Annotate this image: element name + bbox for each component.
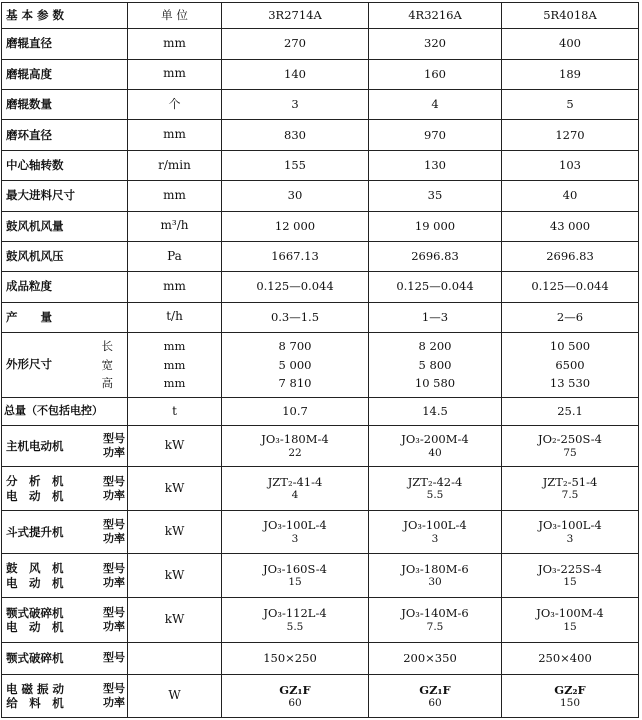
unit-text: mm	[163, 357, 186, 372]
power-text: 3	[566, 532, 574, 545]
unit-cell: t	[128, 397, 222, 425]
value-text: 10 580	[414, 376, 456, 391]
value-cell: 40	[502, 181, 639, 211]
value-text: 7 810	[278, 376, 312, 391]
crusher-row	[2, 642, 639, 674]
motor-label-cell	[2, 426, 128, 467]
model-tag: 型号	[103, 474, 125, 488]
table-row	[2, 181, 639, 211]
param-label: 磨辊数量	[2, 90, 128, 120]
unit-cell: kW	[128, 426, 222, 467]
value-cell	[222, 553, 369, 598]
value-cell	[222, 511, 369, 554]
unit-cell: 个	[128, 90, 222, 120]
value-cell	[502, 553, 639, 598]
table-row	[2, 90, 639, 120]
value-cell: 320	[369, 29, 502, 59]
table-row	[2, 397, 639, 425]
model-text: GZ₁F	[419, 682, 451, 697]
value-cell: 130	[369, 150, 502, 180]
unit-cell: mm	[128, 272, 222, 302]
unit-cell: kW	[128, 598, 222, 643]
dimensions-row	[2, 333, 639, 398]
unit-cell: r/min	[128, 150, 222, 180]
value-text: 10 500	[549, 339, 591, 354]
value-cell: 1—3	[369, 302, 502, 332]
motor-label-cell	[2, 511, 128, 554]
table-row	[2, 29, 639, 59]
value-cell: 43 000	[502, 211, 639, 241]
model-text: JZT₂-51-4	[542, 474, 598, 489]
value-cell: 0.125—0.044	[222, 272, 369, 302]
model-tag: 型号	[103, 606, 125, 620]
unit-cell: m³/h	[128, 211, 222, 241]
table-row	[2, 241, 639, 271]
unit-cell: kW	[128, 553, 222, 598]
value-cell: 400	[502, 29, 639, 59]
unit-text: mm	[163, 339, 186, 354]
value-cell	[502, 426, 639, 467]
dimension-width-label: 宽	[101, 357, 113, 372]
dimension-length-label: 长	[101, 339, 113, 354]
value-cell	[502, 333, 639, 398]
motor-name: 分 析 机	[6, 474, 64, 489]
value-cell	[369, 426, 502, 467]
model-tag: 型号	[103, 518, 125, 532]
motor-row	[2, 511, 639, 554]
value-cell: 155	[222, 150, 369, 180]
motor-row	[2, 598, 639, 643]
unit-cell	[128, 642, 222, 674]
value-cell: 14.5	[369, 397, 502, 425]
value-cell: 270	[222, 29, 369, 59]
dimension-height-label: 高	[101, 376, 113, 391]
model-text: JO₃-100M-4	[536, 606, 604, 621]
motor-label-cell	[2, 553, 128, 598]
unit-cell: mm	[128, 181, 222, 211]
param-label: 中心轴转数	[2, 150, 128, 180]
feeder-label-cell	[2, 675, 128, 718]
value-cell	[369, 511, 502, 554]
power-text: 40	[428, 446, 442, 459]
value-cell	[222, 426, 369, 467]
header-parameter: 基 本 参 数	[2, 3, 128, 29]
value-cell: 12 000	[222, 211, 369, 241]
value-cell: 3	[222, 90, 369, 120]
model-text: JZT₂-42-4	[407, 474, 463, 489]
feeder-name: 给 料 机	[6, 696, 64, 711]
power-text: 15	[288, 576, 302, 589]
specification-table	[1, 2, 639, 718]
value-cell: 2—6	[502, 302, 639, 332]
power-text: 3	[291, 532, 299, 545]
power-tag: 功率	[103, 445, 125, 459]
value-cell	[222, 598, 369, 643]
table-header-row	[2, 3, 639, 29]
power-text: 15	[563, 620, 577, 633]
unit-cell: mm	[128, 59, 222, 89]
model-text: JO₃-160S-4	[263, 561, 327, 576]
value-cell: 200×350	[369, 642, 502, 674]
power-text: 7.5	[561, 489, 579, 502]
value-cell	[222, 675, 369, 718]
value-cell: 103	[502, 150, 639, 180]
value-cell	[369, 675, 502, 718]
value-text: 6500	[555, 357, 585, 372]
value-cell	[369, 553, 502, 598]
param-label: 鼓风机风量	[2, 211, 128, 241]
value-cell: 830	[222, 120, 369, 150]
motor-row	[2, 426, 639, 467]
param-label: 最大进料尺寸	[2, 181, 128, 211]
unit-cell: mm	[128, 29, 222, 59]
motor-name: 斗式提升机	[6, 524, 64, 539]
param-label: 鼓风机风压	[2, 241, 128, 271]
value-cell: 0.125—0.044	[369, 272, 502, 302]
motor-label-cell	[2, 598, 128, 643]
model-text: GZ₂F	[554, 682, 586, 697]
header-model-3: 5R4018A	[502, 3, 639, 29]
dimensions-label-cell	[2, 333, 128, 398]
power-text: 22	[288, 446, 302, 459]
motor-name: 电 动 机	[6, 488, 64, 503]
unit-cell: kW	[128, 511, 222, 554]
param-label: 总量（不包括电控）	[2, 397, 128, 425]
value-cell: 160	[369, 59, 502, 89]
param-label: 产 量	[2, 302, 128, 332]
value-text: 5 800	[418, 357, 452, 372]
value-cell: 150×250	[222, 642, 369, 674]
value-text: 8 200	[418, 339, 452, 354]
model-text: JO₃-112L-4	[263, 606, 327, 621]
power-text: 5.5	[426, 489, 444, 502]
power-text: 60	[428, 696, 442, 709]
power-text: 60	[288, 696, 302, 709]
unit-cell: mm	[128, 120, 222, 150]
power-tag: 功率	[103, 532, 125, 546]
value-cell: 1270	[502, 120, 639, 150]
value-cell: 250×400	[502, 642, 639, 674]
value-cell: 10.7	[222, 397, 369, 425]
value-cell: 970	[369, 120, 502, 150]
value-cell: 35	[369, 181, 502, 211]
value-cell: 0.3—1.5	[222, 302, 369, 332]
motor-row	[2, 553, 639, 598]
value-cell	[369, 466, 502, 511]
param-label: 磨环直径	[2, 120, 128, 150]
power-tag: 功率	[103, 696, 125, 710]
feeder-name: 电 磁 振 动	[6, 681, 65, 696]
power-tag: 功率	[103, 620, 125, 634]
model-text: JZT₂-41-4	[267, 474, 323, 489]
motor-name: 主机电动机	[6, 438, 64, 453]
unit-cell: t/h	[128, 302, 222, 332]
value-cell: 25.1	[502, 397, 639, 425]
header-model-2: 4R3216A	[369, 3, 502, 29]
unit-cell: kW	[128, 466, 222, 511]
value-cell	[502, 675, 639, 718]
value-text: 8 700	[278, 339, 312, 354]
power-text: 150	[559, 696, 581, 709]
power-text: 3	[431, 532, 439, 545]
model-text: GZ₁F	[279, 682, 311, 697]
table-row	[2, 211, 639, 241]
value-text: 5 000	[278, 357, 312, 372]
value-cell: 2696.83	[502, 241, 639, 271]
value-cell	[502, 598, 639, 643]
value-cell: 19 000	[369, 211, 502, 241]
header-unit: 单 位	[128, 3, 222, 29]
motor-row	[2, 466, 639, 511]
table-row	[2, 272, 639, 302]
value-cell	[222, 466, 369, 511]
header-model-1: 3R2714A	[222, 3, 369, 29]
value-cell: 140	[222, 59, 369, 89]
value-cell: 4	[369, 90, 502, 120]
value-cell: 2696.83	[369, 241, 502, 271]
model-tag: 型号	[103, 561, 125, 575]
model-text: JO₃-100L-4	[403, 518, 467, 533]
model-tag: 型号	[103, 651, 125, 665]
power-tag: 功率	[103, 575, 125, 589]
model-text: JO₃-100L-4	[538, 518, 602, 533]
param-label: 外形尺寸	[6, 357, 52, 372]
param-label: 成品粒度	[2, 272, 128, 302]
motor-name: 电 动 机	[6, 575, 64, 590]
model-text: JO₃-200M-4	[401, 432, 469, 447]
table-row	[2, 59, 639, 89]
model-text: JO₃-180M-4	[261, 432, 329, 447]
motor-name: 鼓 风 机	[6, 561, 64, 576]
power-text: 30	[428, 576, 442, 589]
table-row	[2, 150, 639, 180]
param-label: 磨辊高度	[2, 59, 128, 89]
unit-cell: Pa	[128, 241, 222, 271]
crusher-label-cell	[2, 642, 128, 674]
feeder-row	[2, 675, 639, 718]
value-cell: 0.125—0.044	[502, 272, 639, 302]
model-text: JO₃-100L-4	[263, 518, 327, 533]
value-cell: 1667.13	[222, 241, 369, 271]
value-cell	[222, 333, 369, 398]
power-text: 7.5	[426, 620, 444, 633]
value-cell: 5	[502, 90, 639, 120]
power-text: 15	[563, 576, 577, 589]
value-text: 13 530	[549, 376, 591, 391]
motor-label-cell	[2, 466, 128, 511]
motor-name: 颚式破碎机	[6, 605, 64, 620]
unit-cell: W	[128, 675, 222, 718]
motor-name: 电 动 机	[6, 620, 64, 635]
value-cell	[369, 598, 502, 643]
value-cell: 30	[222, 181, 369, 211]
table-row	[2, 120, 639, 150]
value-cell	[502, 511, 639, 554]
table-row	[2, 302, 639, 332]
model-text: JO₃-225S-4	[538, 561, 602, 576]
param-label: 颚式破碎机	[6, 651, 64, 665]
unit-text: mm	[163, 376, 186, 391]
model-tag: 型号	[103, 682, 125, 696]
value-cell	[369, 333, 502, 398]
power-text: 5.5	[286, 620, 304, 633]
power-text: 75	[563, 446, 577, 459]
value-cell	[502, 466, 639, 511]
model-text: JO₃-140M-6	[401, 606, 469, 621]
value-cell: 189	[502, 59, 639, 89]
power-text: 4	[291, 489, 299, 502]
model-text: JO₃-180M-6	[401, 561, 469, 576]
unit-cell	[128, 333, 222, 398]
param-label: 磨辊直径	[2, 29, 128, 59]
model-tag: 型号	[103, 432, 125, 446]
power-tag: 功率	[103, 488, 125, 502]
model-text: JO₂-250S-4	[538, 432, 602, 447]
